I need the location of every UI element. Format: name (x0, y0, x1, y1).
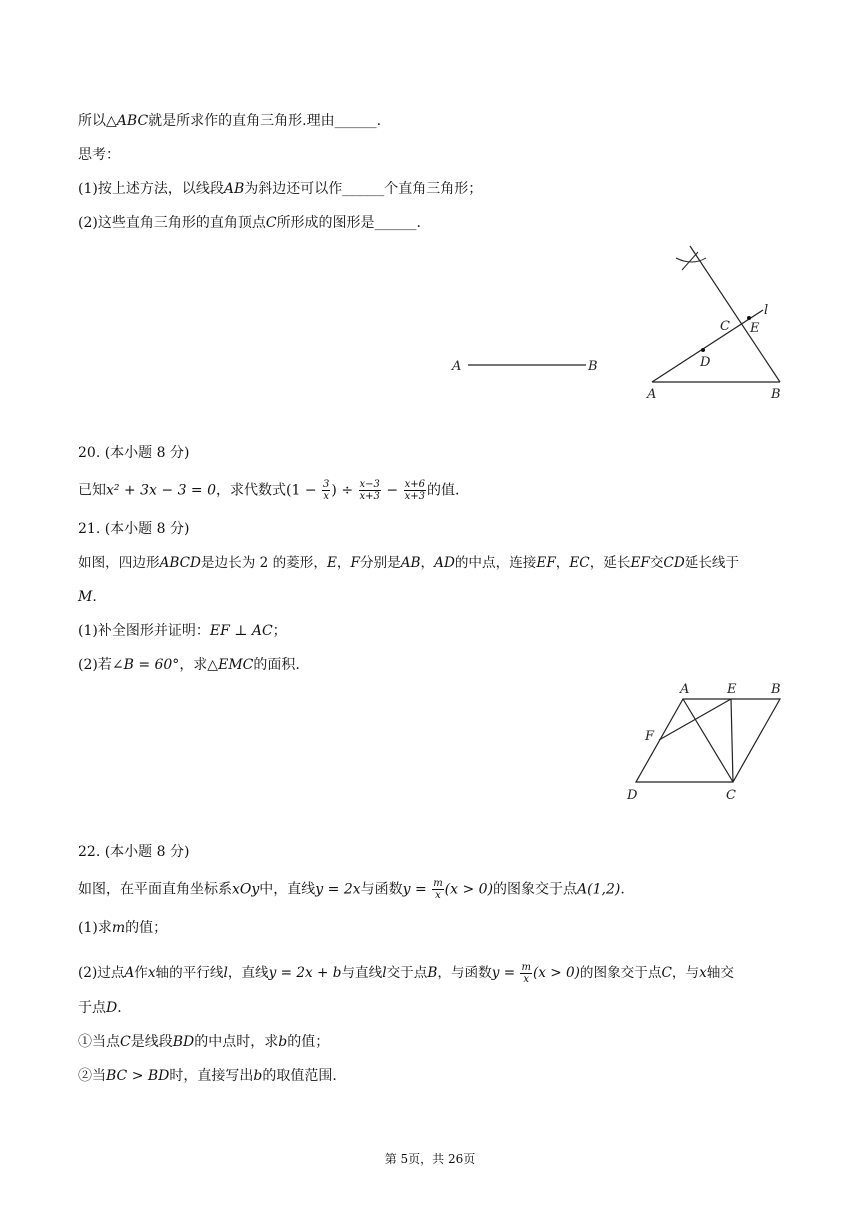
label-c: C (720, 319, 730, 334)
point-label-b: B (588, 359, 598, 374)
label-f: F (645, 729, 655, 744)
text-span: EF ⊥ AC (209, 623, 273, 639)
fraction (359, 479, 381, 502)
text-span: EF (536, 555, 556, 571)
text-span: ，与 (671, 965, 700, 981)
label-b: B (771, 387, 781, 402)
think-label: 思考： (78, 147, 120, 163)
text-span: 轴交 (706, 965, 734, 981)
problem-22-part-2-cont (78, 998, 122, 1018)
fraction (404, 479, 426, 502)
problem-22-part-2 (78, 962, 734, 985)
denominator: x+3 (359, 491, 380, 502)
text-span: y = 2x (315, 881, 361, 898)
label-l: l (764, 303, 769, 318)
math: C (265, 215, 277, 231)
problem-22-heading: 22. (本小题 8 分) (78, 844, 190, 860)
text-span: (2)过点 (78, 965, 125, 981)
text-span: 的面积. (253, 657, 300, 673)
label-b: B (771, 682, 781, 697)
text-span: b (278, 1034, 288, 1050)
text-span: 的值； (125, 920, 168, 936)
text-span: ，与函数 (437, 965, 492, 981)
think-question-1 (78, 179, 482, 199)
text-span: ， (336, 555, 351, 571)
text: 所形成的图形是______. (276, 215, 422, 231)
problem-21-heading: 21. (本小题 8 分) (78, 521, 190, 537)
text-span: m (111, 920, 126, 936)
text-span: (2)若 (78, 657, 112, 673)
text-span: 交 (649, 555, 664, 571)
text: (2)这些直角三角形的直角顶点 (78, 215, 266, 231)
text-span: E (326, 555, 337, 571)
problem-20-statement (78, 479, 459, 502)
segment-ab-figure (440, 350, 610, 380)
text-span: B (427, 965, 438, 981)
text-span: BC > BD (106, 1068, 170, 1084)
label-d: D (627, 788, 638, 803)
text-span: x (523, 974, 530, 985)
text-span: x (699, 965, 707, 981)
text-span: x (147, 965, 156, 981)
text-span: 的图象交于点 (493, 881, 578, 898)
text: 已知 (78, 482, 106, 499)
text-span: 分别是 (359, 555, 401, 571)
problem-21-statement (78, 553, 739, 573)
label-a: A (647, 387, 657, 402)
equation: x² + 3x − 3 = 0 (106, 482, 217, 499)
text-span: AD (434, 555, 455, 571)
text-span: ，延长 (589, 555, 631, 571)
text-span: D (106, 1000, 118, 1016)
problem-22-statement (78, 878, 625, 901)
text-span: y = (402, 881, 427, 898)
text-span: l (382, 965, 387, 981)
denominator: x (323, 491, 330, 502)
text-span: ABCD (159, 555, 201, 571)
text: − (386, 482, 399, 499)
text-span: 的取值范围. (262, 1068, 337, 1084)
text-span: y = (491, 965, 516, 981)
text-span: ，求△ (179, 657, 219, 673)
text-span: . (117, 1000, 122, 1016)
text: 为斜边还可以作______个直角三角形； (244, 181, 483, 197)
text-span: 交于点 (386, 965, 428, 981)
fraction (432, 878, 443, 901)
point-d (701, 348, 705, 352)
ray-l (652, 310, 763, 382)
numerator: x−3 (359, 479, 380, 490)
text-span: 作 (134, 965, 148, 981)
text-span: A(1,2) (577, 881, 621, 898)
point-e (747, 316, 751, 320)
label-d: D (700, 355, 711, 370)
math: AB (223, 181, 245, 197)
problem-21-part-1 (78, 621, 287, 641)
text: 的值. (426, 482, 460, 499)
text-span: 于点 (78, 1000, 106, 1016)
problem-22-case-2 (78, 1066, 337, 1086)
rhombus-figure (620, 678, 800, 808)
fraction (322, 479, 330, 502)
text-span: m (521, 962, 531, 973)
segment-ef (659, 699, 731, 740)
text-span: ②当 (78, 1068, 106, 1084)
text: (1)按上述方法，以线段 (78, 181, 224, 197)
text-span: (1)求 (78, 920, 112, 936)
problem-21-part-2 (78, 655, 300, 675)
text-span: F (350, 555, 360, 571)
triangle-construction-figure (640, 240, 800, 410)
label-e: E (750, 321, 760, 336)
text-span: xOy (232, 881, 260, 898)
text-span: 如图，四边形 (78, 555, 160, 571)
problem-20-heading: 20. (本小题 8 分) (78, 445, 190, 461)
text-span: ，直线 (227, 965, 269, 981)
text-span: BD (172, 1034, 195, 1050)
text-span: 时，直接写出 (169, 1068, 254, 1084)
label-a: A (680, 682, 690, 697)
text-span: ∠B = 60° (111, 657, 180, 673)
text-span: CD (663, 555, 685, 571)
text-span: m (433, 878, 443, 889)
text-span: EMC (218, 657, 254, 673)
text-span: b (253, 1068, 263, 1084)
problem-22-case-1 (78, 1032, 329, 1052)
text: 所以△ (78, 113, 117, 129)
text-span: EC (569, 555, 590, 571)
text-span: 是线段 (130, 1034, 173, 1050)
statement-line (78, 111, 381, 131)
text: 就是所求作的直角三角形.理由______. (148, 113, 382, 129)
problem-22-part-1 (78, 918, 167, 938)
label-c: C (726, 788, 736, 803)
text-span: 与直线 (341, 965, 383, 981)
point-label-a: A (452, 359, 462, 374)
text-span: C (120, 1034, 131, 1050)
segment-ec (731, 699, 733, 782)
text-span: AB (400, 555, 421, 571)
text-span: 中，直线 (259, 881, 316, 898)
text-span: 的中点时，求 (194, 1034, 279, 1050)
numerator: x+6 (404, 479, 425, 490)
problem-21-statement-cont (78, 587, 97, 607)
denominator: x+3 (404, 491, 425, 502)
text-span: 的图象交于点 (579, 965, 662, 981)
think-question-2 (78, 213, 421, 233)
page-footer: 第 5页，共 26页 (384, 1152, 476, 1166)
text-span: . (92, 589, 97, 605)
numerator: 3 (323, 479, 330, 490)
text-span: 与函数 (360, 881, 403, 898)
text-span: x (435, 890, 441, 901)
fraction (520, 962, 531, 985)
text-span: (x > 0) (444, 881, 494, 898)
text-span: 如图，在平面直角坐标系 (78, 881, 232, 898)
text-span: C (661, 965, 672, 981)
text-span: l (223, 965, 228, 981)
text-span: A (124, 965, 135, 981)
text: ) ÷ (331, 482, 354, 499)
text-span: 的中点，连接 (454, 555, 537, 571)
text-span: 是边长为 2 的菱形， (200, 555, 327, 571)
text-span: M (78, 589, 93, 605)
text-span: ， (555, 555, 570, 571)
text-span: (1)补全图形并证明： (78, 623, 210, 639)
arc-mark (676, 252, 706, 270)
text-span: ①当点 (78, 1034, 120, 1050)
text: ，求代数式(1 − (216, 482, 317, 499)
text-span: 延长线于 (684, 555, 740, 571)
text-span: (x > 0) (532, 965, 580, 981)
label-e: E (727, 682, 737, 697)
text-span: ； (272, 623, 287, 639)
math: ABC (116, 113, 149, 129)
text-span: ， (420, 555, 435, 571)
text-span: 轴的平行线 (155, 965, 224, 981)
text-span: EF (630, 555, 650, 571)
text-span: . (620, 881, 625, 898)
text-span: 的值； (287, 1034, 330, 1050)
text-span: y = 2x + b (268, 965, 342, 981)
